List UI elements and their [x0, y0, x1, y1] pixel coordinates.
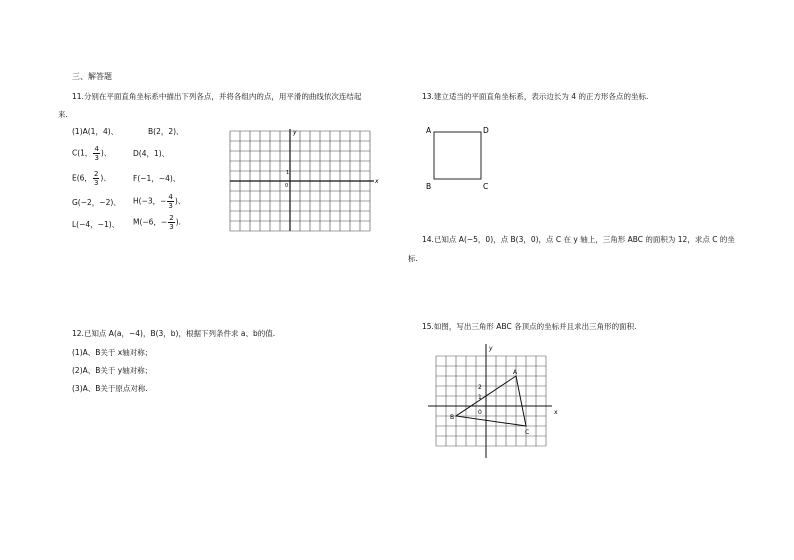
square-label-a: A — [426, 126, 432, 135]
vertex-label-a: A — [513, 369, 518, 376]
vertex-label-c: C — [525, 429, 530, 436]
fraction-denominator: 3 — [94, 154, 99, 162]
q12-item-3: (3)A、B关于原点对称. — [72, 384, 148, 393]
q11-point-c-tail: )、 — [100, 148, 112, 158]
vertex-label-b: B — [450, 414, 455, 421]
q11-point-h-label: H(−3，− — [133, 196, 167, 206]
q11-point-m-tail: ). — [175, 217, 182, 227]
fraction-numerator: 4 — [168, 193, 173, 201]
q11-point-l: L(−4，−1)、 — [72, 220, 120, 229]
q11-point-m-fraction — [168, 214, 174, 231]
x-axis-label: x — [554, 409, 558, 416]
q11-coordinate-grid — [225, 126, 379, 236]
q11-point-f: F(−1，−4)、 — [133, 174, 181, 183]
q14-line1: 14.已知点 A(−5，0)，点 B(3，0)，点 C 在 y 轴上，三角形 ABC 的面积为 12，求点 C 的坐 — [422, 235, 735, 244]
q12-line1: 12.已知点 A(a，−4)，B(3，b)，根据下列条件求 a、b的值. — [72, 329, 276, 338]
x-axis-label: x — [375, 178, 379, 185]
fraction-denominator: 3 — [93, 179, 99, 187]
q15-triangle-grid — [428, 342, 558, 467]
fraction-numerator: 2 — [93, 170, 99, 178]
q11-point-e-tail: )、 — [100, 173, 111, 183]
q11-point-d: D(4，1)、 — [133, 149, 170, 158]
q11-point-e-fraction — [93, 170, 99, 187]
fraction-denominator: 3 — [169, 223, 174, 231]
square-label-b: B — [426, 182, 432, 191]
q11-point-h-tail: )、 — [174, 196, 186, 206]
square — [434, 132, 481, 179]
q12-item-2: (2)A、B关于 y轴对称； — [72, 366, 153, 375]
q11-line1: 11.分别在平面直角坐标系中描出下列各点，并将各组内的点，用平滑的曲线依次连结起 — [72, 92, 362, 101]
q14-line2: 标. — [408, 254, 418, 263]
q11-point-m-label: M(−6，− — [133, 217, 168, 227]
y-axis-label: y — [489, 345, 493, 352]
tick-label-1: 1 — [478, 394, 482, 401]
q15-text: 15.如图，写出三角形 ABC 各顶点的坐标并且求出三角形的面积. — [422, 322, 637, 331]
section-title: 三、解答题 — [72, 72, 112, 81]
y-axis-label: y — [293, 129, 297, 136]
q13-text: 13.建立适当的平面直角坐标系，表示边长为 4 的正方形各点的坐标. — [422, 92, 649, 101]
triangle-abc — [456, 376, 526, 426]
q12-item-1: (1)A、B关于 x轴对称； — [72, 348, 153, 357]
q11-point-b: B(2，2)、 — [148, 127, 184, 136]
q11-point-c-label: C(1， — [72, 148, 93, 158]
q11-point-c-fraction — [93, 145, 99, 162]
tick-label-1: 1 — [286, 170, 290, 176]
q11-line2: 来. — [58, 110, 68, 119]
square-label-d: D — [483, 126, 489, 135]
q11-point-h-fraction — [167, 193, 173, 210]
q11-point-e — [72, 170, 111, 187]
q11-point-m — [133, 214, 181, 231]
q11-point-g: G(−2，−2)、 — [72, 198, 121, 207]
q13-square-figure — [424, 122, 504, 192]
fraction-denominator: 3 — [168, 202, 173, 210]
q11-point-a: (1)A(1，4)、 — [72, 127, 119, 136]
q11-point-h — [133, 193, 185, 210]
q11-point-e-label: E(6， — [72, 173, 92, 183]
q11-point-c — [72, 145, 111, 162]
origin-label: 0 — [478, 409, 482, 416]
origin-label: 0 — [285, 183, 289, 189]
tick-label-2: 2 — [478, 384, 482, 391]
fraction-numerator: 2 — [169, 214, 174, 222]
fraction-numerator: 4 — [94, 145, 99, 153]
square-label-c: C — [483, 182, 489, 191]
